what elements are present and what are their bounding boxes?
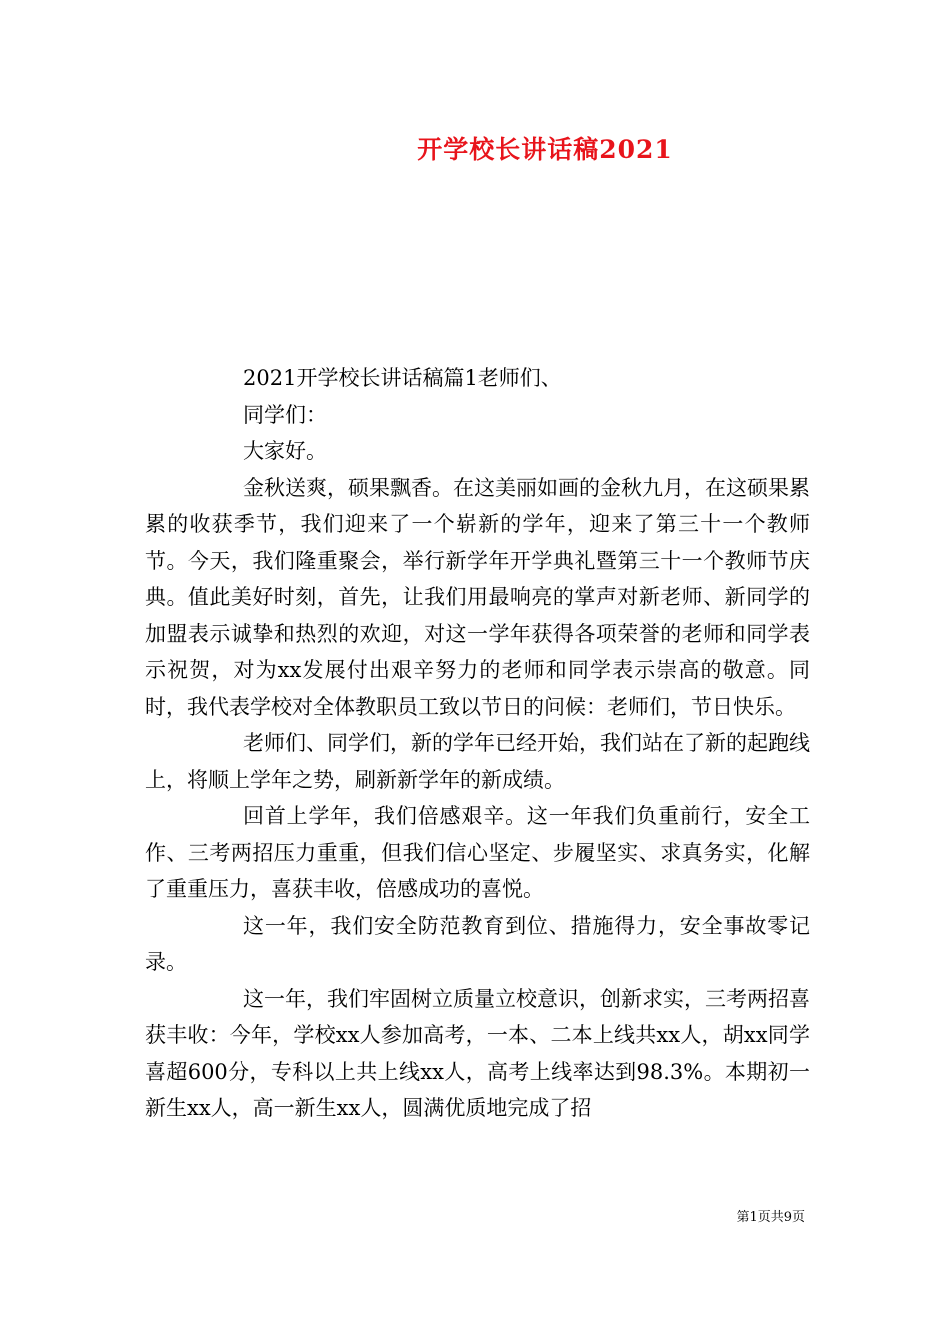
paragraph-greeting: 大家好。 (243, 439, 327, 463)
paragraph-salutation: 同学们： (243, 402, 327, 427)
paragraph-safety: 这一年，我们安全防范教育到位、措施得力，安全事故零记录。 (145, 913, 810, 974)
document-title: 开学校长讲话稿2021 (417, 135, 673, 164)
paragraph-exam-results: 这一年，我们牢固树立质量立校意识，创新求实，三考两招喜获丰收：今年，学校xx人参加高考，一本、二本上线共xx人，胡xx同学喜超600分，专科以上共上线xx人，高考上线率达到98.3%。本期初一新生xx人，高一新生xx人，圆满优质地完成了招 (145, 986, 810, 1120)
paragraph-new-year: 老师们、同学们，新的学年已经开始，我们站在了新的起跑线上，将顺上学年之势，刷新新学年的新成绩。 (145, 731, 810, 792)
document-body (145, 360, 810, 1127)
paragraph-opening: 金秋送爽，硕果飘香。在这美丽如画的金秋九月，在这硕果累累的收获季节，我们迎来了一个崭新的学年，迎来了第三十一个教师节。今天，我们隆重聚会，举行新学年开学典礼暨第三十一个教师节庆典。值此美好时刻，首先，让我们用最响亮的掌声对新老师、新同学的加盟表示诚挚和热烈的欢迎，对这一学年获得各项荣誉的老师和同学表示祝贺，对为xx发展付出艰辛努力的老师和同学表示崇高的敬意。同时，我代表学校对全体教职员工致以节日的问候：老师们，节日快乐。 (145, 475, 810, 719)
paragraph-review: 回首上学年，我们倍感艰辛。这一年我们负重前行，安全工作、三考两招压力重重，但我们信心坚定、步履坚实、求真务实，化解了重重压力，喜获丰收，倍感成功的喜悦。 (145, 804, 810, 901)
paragraph-heading-line: 2021开学校长讲话稿篇1老师们、 (243, 366, 562, 390)
page-number-footer: 第1页共9页 (736, 1210, 805, 1225)
